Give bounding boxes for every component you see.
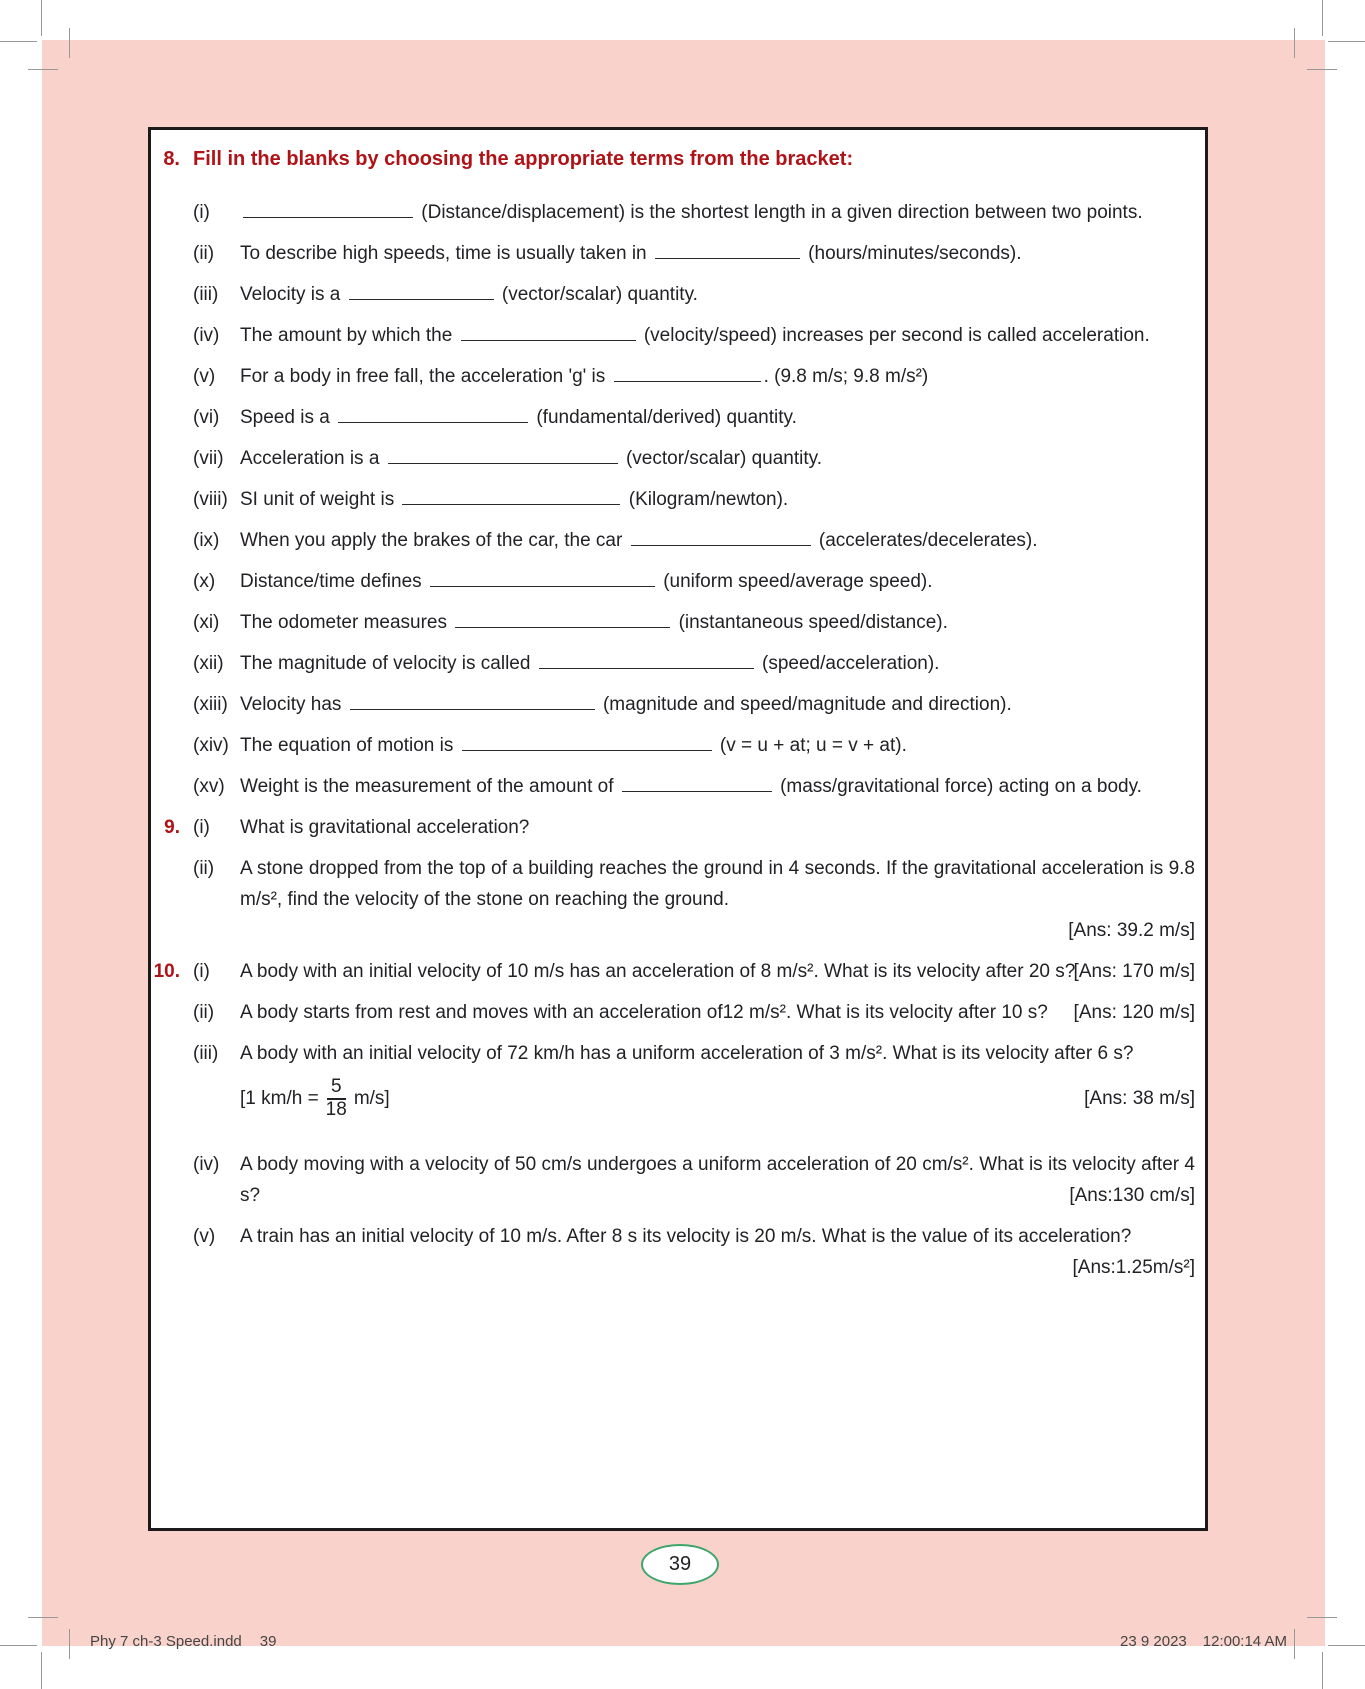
- q10-item-iii: [151, 1038, 1205, 1139]
- item-number: (ii): [193, 1002, 215, 1023]
- question-text: A body with an initial velocity of 72 km/h has a uniform acceleration of 3 m/s². What is its velocity after 6 s?: [240, 1043, 1134, 1064]
- q8-item-iv: [151, 320, 1205, 351]
- crop-mark: [41, 1652, 42, 1689]
- question-number: 9.: [164, 817, 180, 838]
- crop-mark: [69, 28, 70, 58]
- item-text: The amount by which the (velocity/speed) increases per second is called acceleration.: [240, 325, 1150, 346]
- question-8-heading: [151, 144, 1205, 175]
- crop-mark: [41, 0, 42, 36]
- item-text: Acceleration is a (vector/scalar) quantity.: [240, 448, 823, 469]
- q9-item-i: [151, 812, 1205, 843]
- item-number: (viii): [193, 489, 228, 510]
- q10-item-i: [151, 956, 1205, 987]
- item-number: (iii): [193, 1043, 219, 1064]
- question-number: 10.: [153, 961, 180, 982]
- item-number: (xi): [193, 612, 220, 633]
- item-number: (v): [193, 1225, 216, 1247]
- q8-item-v: [151, 361, 1205, 392]
- q8-item-xv: [151, 771, 1205, 802]
- item-number: (ii): [193, 858, 215, 879]
- item-text: Velocity is a (vector/scalar) quantity.: [240, 284, 698, 305]
- item-text: [240, 853, 1205, 946]
- q8-item-iii: [151, 279, 1205, 310]
- item-text: For a body in free fall, the acceleration 'g' is . (9.8 m/s; 9.8 m/s²): [240, 366, 929, 387]
- page-title: Fill in the blanks by choosing the appropriate terms from the bracket:: [193, 148, 854, 170]
- answer-text: [Ans: 38 m/s]: [1084, 1088, 1195, 1110]
- note-text: [1 km/h = $\frac{5}{18}$ m/s]: [240, 1076, 390, 1120]
- conversion-note: [240, 1077, 1195, 1121]
- item-number: (v): [193, 366, 216, 387]
- item-number: (vii): [193, 448, 224, 469]
- answer-text: [Ans:1.25m/s²]: [1072, 1256, 1195, 1278]
- crop-mark: [0, 1645, 37, 1646]
- item-text: Velocity has (magnitude and speed/magnitude and direction).: [240, 694, 1012, 715]
- blank-line: [539, 655, 754, 669]
- item-text: To describe high speeds, time is usually taken in (hours/minutes/seconds).: [240, 243, 1022, 264]
- item-number: (ix): [193, 530, 220, 551]
- blank-line: [430, 573, 655, 587]
- footer-filename: Phy 7 ch-3 Speed.indd 39: [90, 1633, 277, 1650]
- item-text: Weight is the measurement of the amount of (mass/gravitational force) acting on a body.: [240, 776, 1142, 797]
- exercise-box: [148, 127, 1208, 1531]
- crop-mark: [1307, 1617, 1337, 1618]
- item-text: The equation of motion is (v = u + at; u = v + at).: [240, 735, 907, 756]
- crop-mark: [1328, 1645, 1365, 1646]
- item-text: The odometer measures (instantaneous speed/distance).: [240, 612, 948, 633]
- q9-item-ii: [151, 853, 1205, 946]
- crop-mark: [69, 1629, 70, 1659]
- crop-mark: [28, 1617, 58, 1618]
- answer-text: [Ans: 120 m/s]: [1073, 1002, 1195, 1023]
- item-number: (iii): [193, 284, 219, 305]
- item-number: (x): [193, 571, 216, 592]
- item-text: [240, 1221, 1205, 1283]
- item-number: (i): [193, 961, 210, 982]
- blank-line: [349, 286, 494, 300]
- crop-mark: [1307, 69, 1337, 70]
- crop-mark: [1322, 1652, 1323, 1689]
- item-number: (vi): [193, 407, 220, 428]
- crop-mark: [28, 69, 58, 70]
- question-text: A train has an initial velocity of 10 m/s. After 8 s its velocity is 20 m/s. What is the value of its acceleration?: [240, 1225, 1132, 1247]
- fraction: $\frac{5}{18}$: [325, 1076, 347, 1120]
- blank-line: [622, 778, 772, 792]
- page-number-badge: [641, 1544, 719, 1585]
- blank-line: [455, 614, 670, 628]
- q8-item-viii: [151, 484, 1205, 515]
- crop-mark: [1322, 0, 1323, 36]
- q8-item-xi: [151, 607, 1205, 638]
- item-text: A body starts from rest and moves with an acceleration of12 m/s². What is its velocity after 10 s? [Ans: 120 m/s]: [240, 997, 1205, 1028]
- q10-item-v: [151, 1221, 1205, 1283]
- item-number: (iv): [193, 325, 220, 346]
- item-text: A body moving with a velocity of 50 cm/s undergoes a uniform acceleration of 20 cm/s². What is its velocity after 4 s? [Ans:130 cm/s]: [240, 1149, 1205, 1211]
- page-number: 39: [668, 1553, 692, 1575]
- item-text: Speed is a (fundamental/derived) quantity.: [240, 407, 797, 428]
- answer-text: [Ans: 170 m/s]: [1073, 961, 1195, 982]
- item-number: (xv): [193, 776, 225, 797]
- item-number: (iv): [193, 1153, 220, 1175]
- item-text: A body with an initial velocity of 10 m/s has an acceleration of 8 m/s². What is its velocity after 20 s? [Ans: 170 m/s]: [240, 956, 1205, 987]
- item-text: What is gravitational acceleration?: [240, 817, 530, 838]
- item-text: Distance/time defines (uniform speed/average speed).: [240, 571, 933, 592]
- blank-line: [402, 491, 620, 505]
- item-text: SI unit of weight is (Kilogram/newton).: [240, 489, 789, 510]
- blank-line: [631, 532, 811, 546]
- blank-line: [655, 245, 800, 259]
- q8-item-xiii: [151, 689, 1205, 720]
- q8-item-vii: [151, 443, 1205, 474]
- blank-line: [388, 450, 618, 464]
- q8-item-ix: [151, 525, 1205, 556]
- question-number: 8.: [163, 148, 180, 170]
- blank-line: [243, 204, 413, 218]
- item-text: (Distance/displacement) is the shortest length in a given direction between two points.: [240, 197, 1205, 228]
- q8-item-ii: [151, 238, 1205, 269]
- crop-mark: [1294, 1629, 1295, 1659]
- item-number: (xiii): [193, 694, 228, 715]
- item-number: (i): [193, 202, 210, 223]
- q8-item-i: [151, 197, 1205, 228]
- crop-mark: [0, 41, 37, 42]
- blank-line: [350, 696, 595, 710]
- footer-timestamp: 23 9 2023 12:00:14 AM: [1120, 1633, 1287, 1650]
- q8-item-xiv: [151, 730, 1205, 761]
- q10-item-ii: [151, 997, 1205, 1028]
- q8-item-x: [151, 566, 1205, 597]
- item-number: (ii): [193, 243, 215, 264]
- crop-mark: [1328, 41, 1365, 42]
- item-number: (xii): [193, 653, 224, 674]
- q10-item-iv: [151, 1149, 1205, 1211]
- blank-line: [614, 368, 761, 382]
- blank-line: [462, 737, 712, 751]
- question-text: A stone dropped from the top of a building reaches the ground in 4 seconds. If the gravitational acceleration is 9.8 m/s², find the velocity of the stone on reaching the ground.: [240, 858, 1195, 910]
- item-text: [240, 1038, 1205, 1139]
- blank-line: [338, 409, 528, 423]
- answer-text: [Ans:130 cm/s]: [1069, 1184, 1195, 1206]
- item-number: (i): [193, 817, 210, 838]
- crop-mark: [1294, 28, 1295, 58]
- item-text: The magnitude of velocity is called (speed/acceleration).: [240, 653, 940, 674]
- blank-line: [461, 327, 636, 341]
- item-number: (xiv): [193, 735, 229, 756]
- q8-item-vi: [151, 402, 1205, 433]
- answer-text: [Ans: 39.2 m/s]: [1068, 920, 1195, 941]
- q8-item-xii: [151, 648, 1205, 679]
- item-text: When you apply the brakes of the car, the car (accelerates/decelerates).: [240, 530, 1038, 551]
